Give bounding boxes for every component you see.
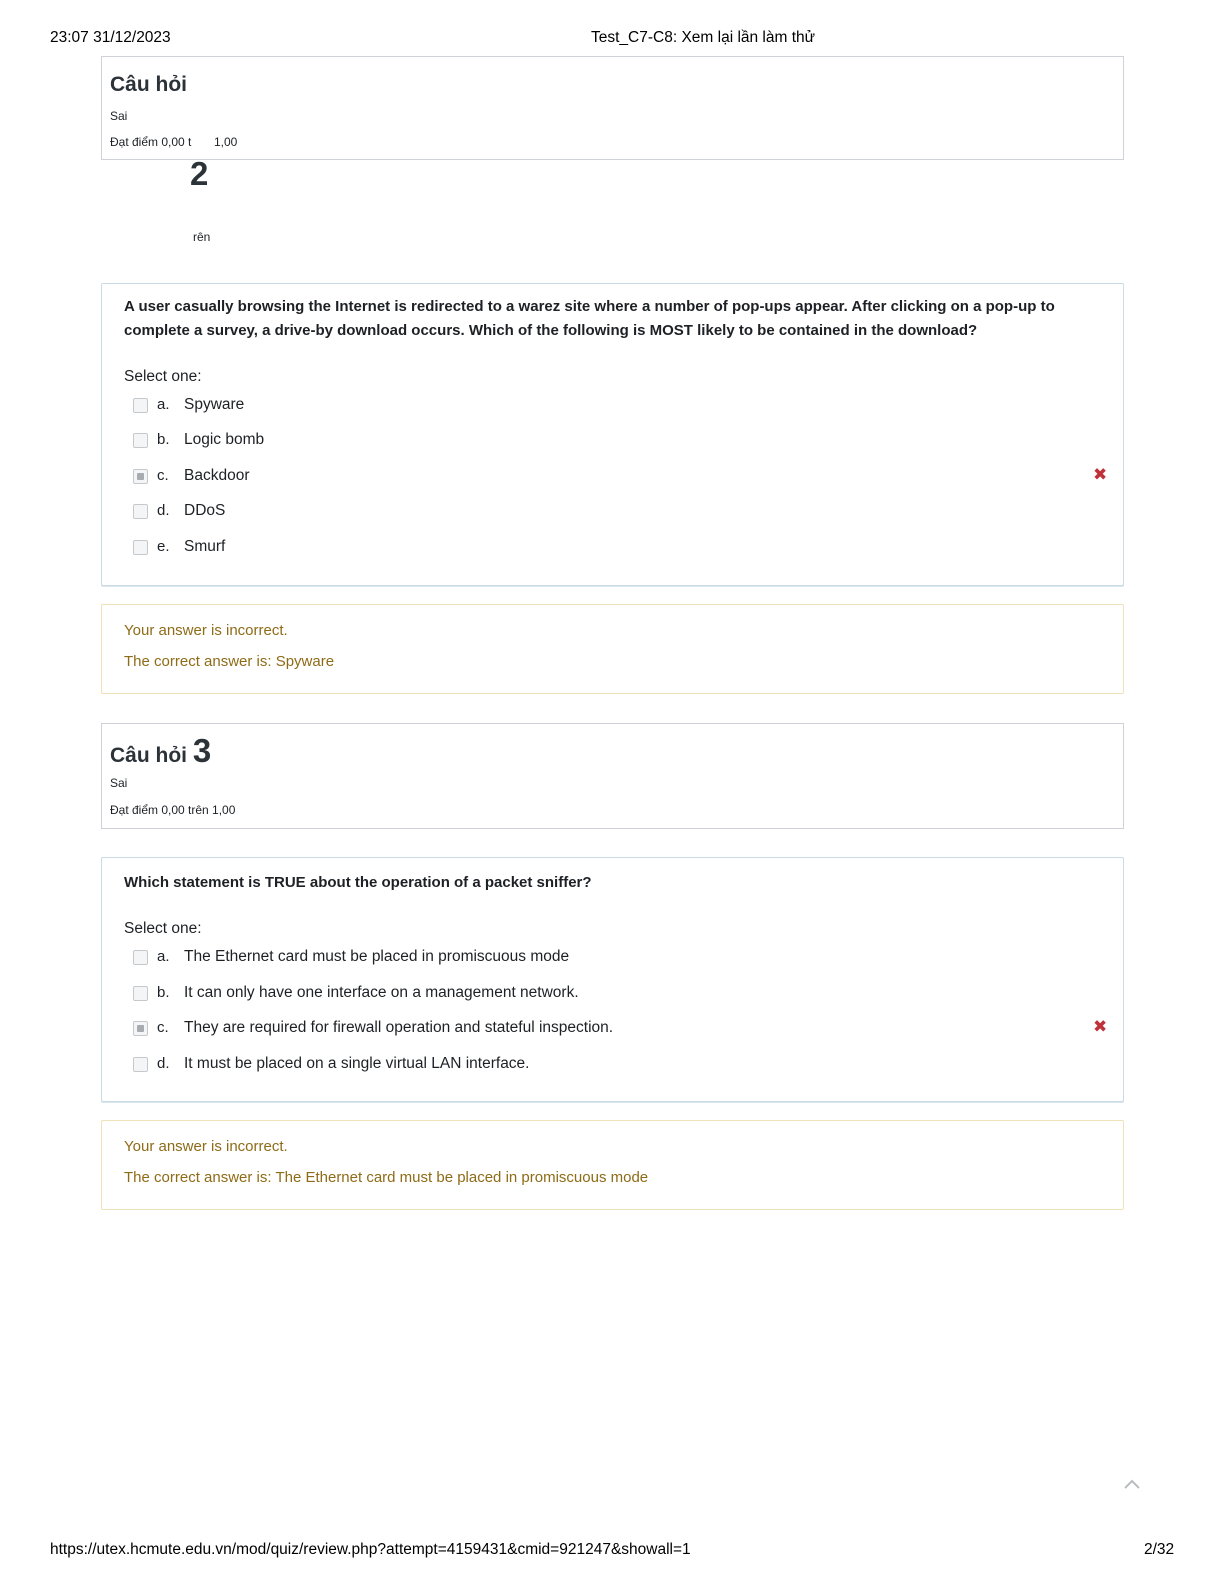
question-3-label-text: Câu hỏi	[110, 744, 187, 767]
answer-text: They are required for firewall operation and stateful inspection.	[184, 1019, 614, 1036]
question-3-answer-b[interactable]	[130, 982, 1090, 1006]
question-2-answer-a[interactable]	[130, 394, 1090, 418]
question-2-grade-prefix: Đạt điểm 0,00 t	[110, 135, 192, 149]
print-header	[0, 29, 1225, 49]
incorrect-icon: ✖	[1093, 465, 1108, 484]
question-2-answer-c[interactable]	[130, 465, 1108, 489]
question-2-label: Câu hỏi	[110, 73, 187, 96]
question-3-answer-c[interactable]	[130, 1017, 1108, 1041]
answer-letter: d.	[157, 1055, 170, 1072]
question-2-content	[101, 283, 1124, 586]
question-3-label	[110, 732, 211, 770]
answer-letter: b.	[157, 984, 170, 1001]
radio-button[interactable]	[133, 986, 148, 1001]
incorrect-icon: ✖	[1093, 1017, 1108, 1036]
answer-text: DDoS	[184, 502, 226, 519]
answer-letter: a.	[157, 396, 170, 413]
radio-button[interactable]	[133, 950, 148, 965]
print-page-title: Test_C7-C8: Xem lại lần làm thử	[591, 29, 816, 46]
answer-text: It must be placed on a single virtual LAN interface.	[184, 1055, 530, 1072]
question-3-answer-d[interactable]	[130, 1053, 1090, 1077]
answer-letter: e.	[157, 538, 170, 555]
feedback-status: Your answer is incorrect.	[124, 1138, 288, 1155]
answer-letter: d.	[157, 502, 170, 519]
radio-button-selected[interactable]	[133, 469, 148, 484]
question-2-grade-suffix: 1,00	[214, 135, 238, 149]
question-2-feedback	[101, 604, 1124, 694]
chevron-up-icon[interactable]	[1122, 1474, 1142, 1494]
print-footer	[0, 1541, 1225, 1561]
question-3-select-prompt: Select one:	[124, 920, 202, 937]
question-3-text: Which statement is TRUE about the operation of a packet sniffer?	[124, 874, 592, 891]
question-2-text: A user casually browsing the Internet is redirected to a warez site where a number of pop-ups appear. After clicking on a pop-up to complete a survey, a drive-by download occurs. Which of the following is MOST likely to be contained in the download?	[124, 298, 1055, 339]
feedback-correct-answer: The correct answer is: The Ethernet card must be placed in promiscuous mode	[124, 1169, 649, 1186]
answer-letter: c.	[157, 1019, 169, 1036]
print-url: https://utex.hcmute.edu.vn/mod/quiz/review.php?attempt=4159431&cmid=921247&showall=1	[50, 1541, 691, 1558]
answer-text: The Ethernet card must be placed in promiscuous mode	[184, 948, 570, 965]
question-3-info	[101, 723, 1124, 829]
question-2-answer-d[interactable]	[130, 500, 1090, 524]
question-3-content	[101, 857, 1124, 1102]
feedback-correct-answer: The correct answer is: Spyware	[124, 653, 335, 670]
radio-button[interactable]	[133, 433, 148, 448]
question-2-select-prompt: Select one:	[124, 368, 202, 385]
answer-text: Backdoor	[184, 467, 250, 484]
question-3-grade: Đạt điểm 0,00 trên 1,00	[110, 803, 236, 817]
feedback-status: Your answer is incorrect.	[124, 622, 288, 639]
answer-letter: a.	[157, 948, 170, 965]
answer-text: Spyware	[184, 396, 245, 413]
question-3-state: Sai	[110, 776, 128, 790]
answer-letter: c.	[157, 467, 169, 484]
question-3-feedback	[101, 1120, 1124, 1210]
answer-text: It can only have one interface on a management network.	[184, 984, 579, 1001]
question-2-state: Sai	[110, 109, 128, 123]
question-2-grade-overflow: rên	[193, 230, 211, 244]
print-page-number: 2/32	[1144, 1541, 1175, 1558]
radio-button[interactable]	[133, 398, 148, 413]
question-2-number: 2	[190, 155, 209, 192]
question-2-answer-e[interactable]	[130, 536, 1090, 560]
radio-button[interactable]	[133, 1057, 148, 1072]
answer-letter: b.	[157, 431, 170, 448]
question-2-answer-b[interactable]	[130, 429, 1090, 453]
answer-text: Logic bomb	[184, 431, 265, 448]
question-3-answer-a[interactable]	[130, 946, 1090, 970]
print-datetime: 23:07 31/12/2023	[50, 29, 171, 46]
question-2-info	[101, 56, 1124, 160]
question-3-number: 3	[192, 732, 212, 769]
answer-text: Smurf	[184, 538, 226, 555]
radio-button-selected[interactable]	[133, 1021, 148, 1036]
radio-button[interactable]	[133, 540, 148, 555]
radio-button[interactable]	[133, 504, 148, 519]
